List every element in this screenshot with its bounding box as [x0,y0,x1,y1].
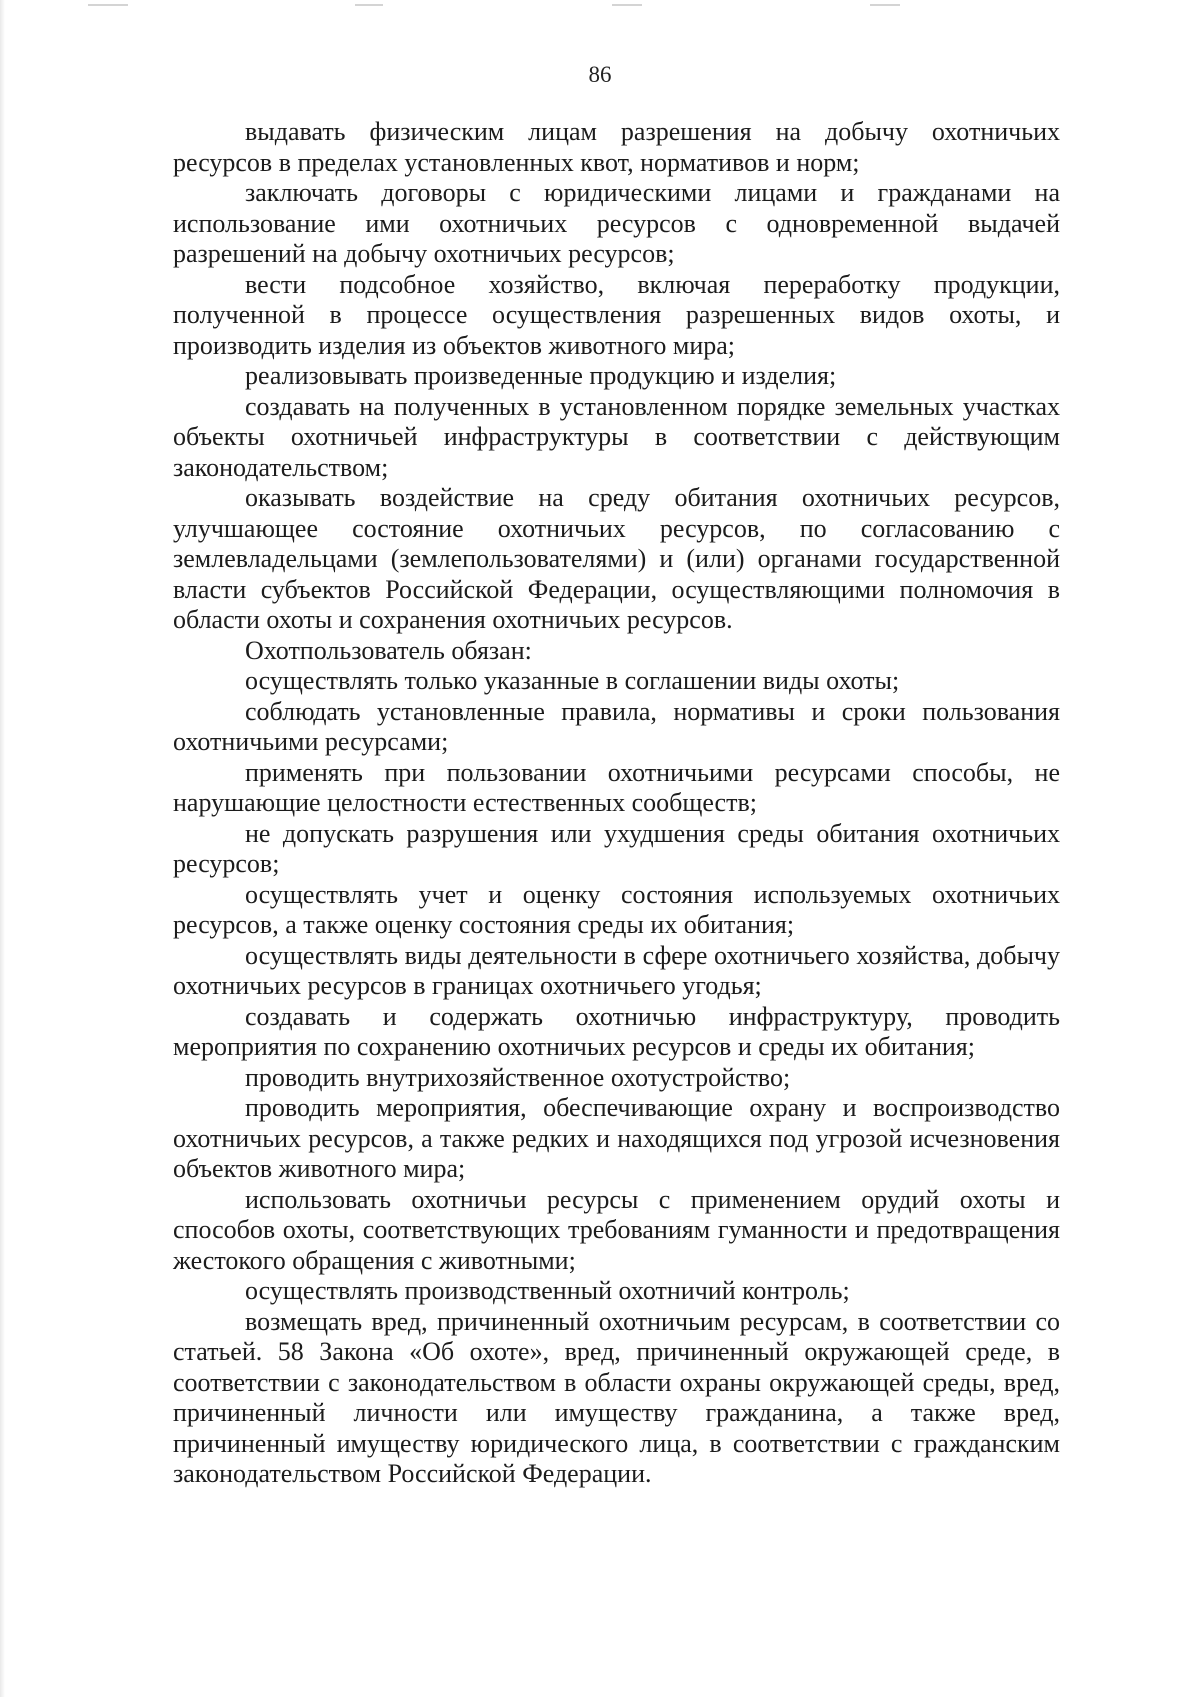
paragraph: применять при пользовании охотничьими ресурсами способы, не нарушающие целостности естественных сообществ; [173,757,1060,817]
document-body [173,117,1060,1490]
paragraph: осуществлять только указанные в соглашении виды охоты; [245,666,900,695]
scan-artifact [612,4,642,6]
paragraph: возмещать вред, причиненный охотничьим ресурсам, в соответствии со статьей. 58 Закона «Об охоте», вред, причиненный окружающей среде, в соответствии с законодательством в области охраны окружающей среды, вред, причиненный личности или имуществу гражданина, а также вред, причиненный имуществу юридического лица, в соответствии с гражданским законодательством Российской Федерации. [173,1306,1060,1488]
paragraph: оказывать воздействие на среду обитания охотничьих ресурсов, улучшающее состояние охотничьих ресурсов, по согласованию с землевладельцами (землепользователями) и (или) органами государственной власти субъектов Российской Федерации, осуществляющими полномочия в области охоты и сохранения охотничьих ресурсов. [173,483,1060,634]
paragraph: создавать и содержать охотничью инфраструктуру, проводить мероприятия по сохранению охотничьих ресурсов и среды их обитания; [173,1001,1060,1061]
paragraph: заключать договоры с юридическими лицами и гражданами на использование ими охотничьих ресурсов с одновременной выдачей разрешений на добычу охотничьих ресурсов; [173,178,1060,268]
paragraph-heading: Охотпользователь обязан: [245,635,532,665]
paragraph: осуществлять учет и оценку состояния используемых охотничьих ресурсов, а также оценку состояния среды их обитания; [173,879,1060,939]
scan-artifact [870,4,900,6]
paragraph: проводить внутрихозяйственное охотустройство; [245,1062,791,1092]
paragraph: реализовывать произведенные продукцию и изделия; [245,361,837,390]
scan-artifact [355,4,383,6]
scan-artifact [88,4,128,6]
paragraph: осуществлять виды деятельности в сфере охотничьего хозяйства, добычу охотничьих ресурсов в границах охотничьего угодья; [173,940,1060,1000]
page-number: 86 [588,62,612,87]
paragraph: не допускать разрушения или ухудшения среды обитания охотничьих ресурсов; [173,818,1060,878]
paragraph: использовать охотничьи ресурсы с применением орудий охоты и способов охоты, соответствующих требованиям гуманности и предотвращения жестокого обращения с животными; [173,1184,1060,1275]
paragraph: проводить мероприятия, обеспечивающие охрану и воспроизводство охотничьих ресурсов, а также редких и находящихся под угрозой исчезновения объектов животного мира; [173,1093,1060,1183]
paragraph: вести подсобное хозяйство, включая переработку продукции, полученной в процессе осуществления разрешенных видов охоты, и производить изделия из объектов животного мира; [173,269,1060,360]
paragraph: соблюдать установленные правила, нормативы и сроки пользования охотничьими ресурсами; [173,696,1060,756]
paragraph: создавать на полученных в установленном порядке земельных участках объекты охотничьей инфраструктуры в соответствии с действующим законодательством; [173,391,1060,482]
paragraph: выдавать физическим лицам разрешения на добычу охотничьих ресурсов в пределах установленных квот, нормативов и норм; [173,117,1060,177]
scan-edge-shadow [0,0,5,1697]
paragraph: осуществлять производственный охотничий контроль; [245,1276,850,1305]
